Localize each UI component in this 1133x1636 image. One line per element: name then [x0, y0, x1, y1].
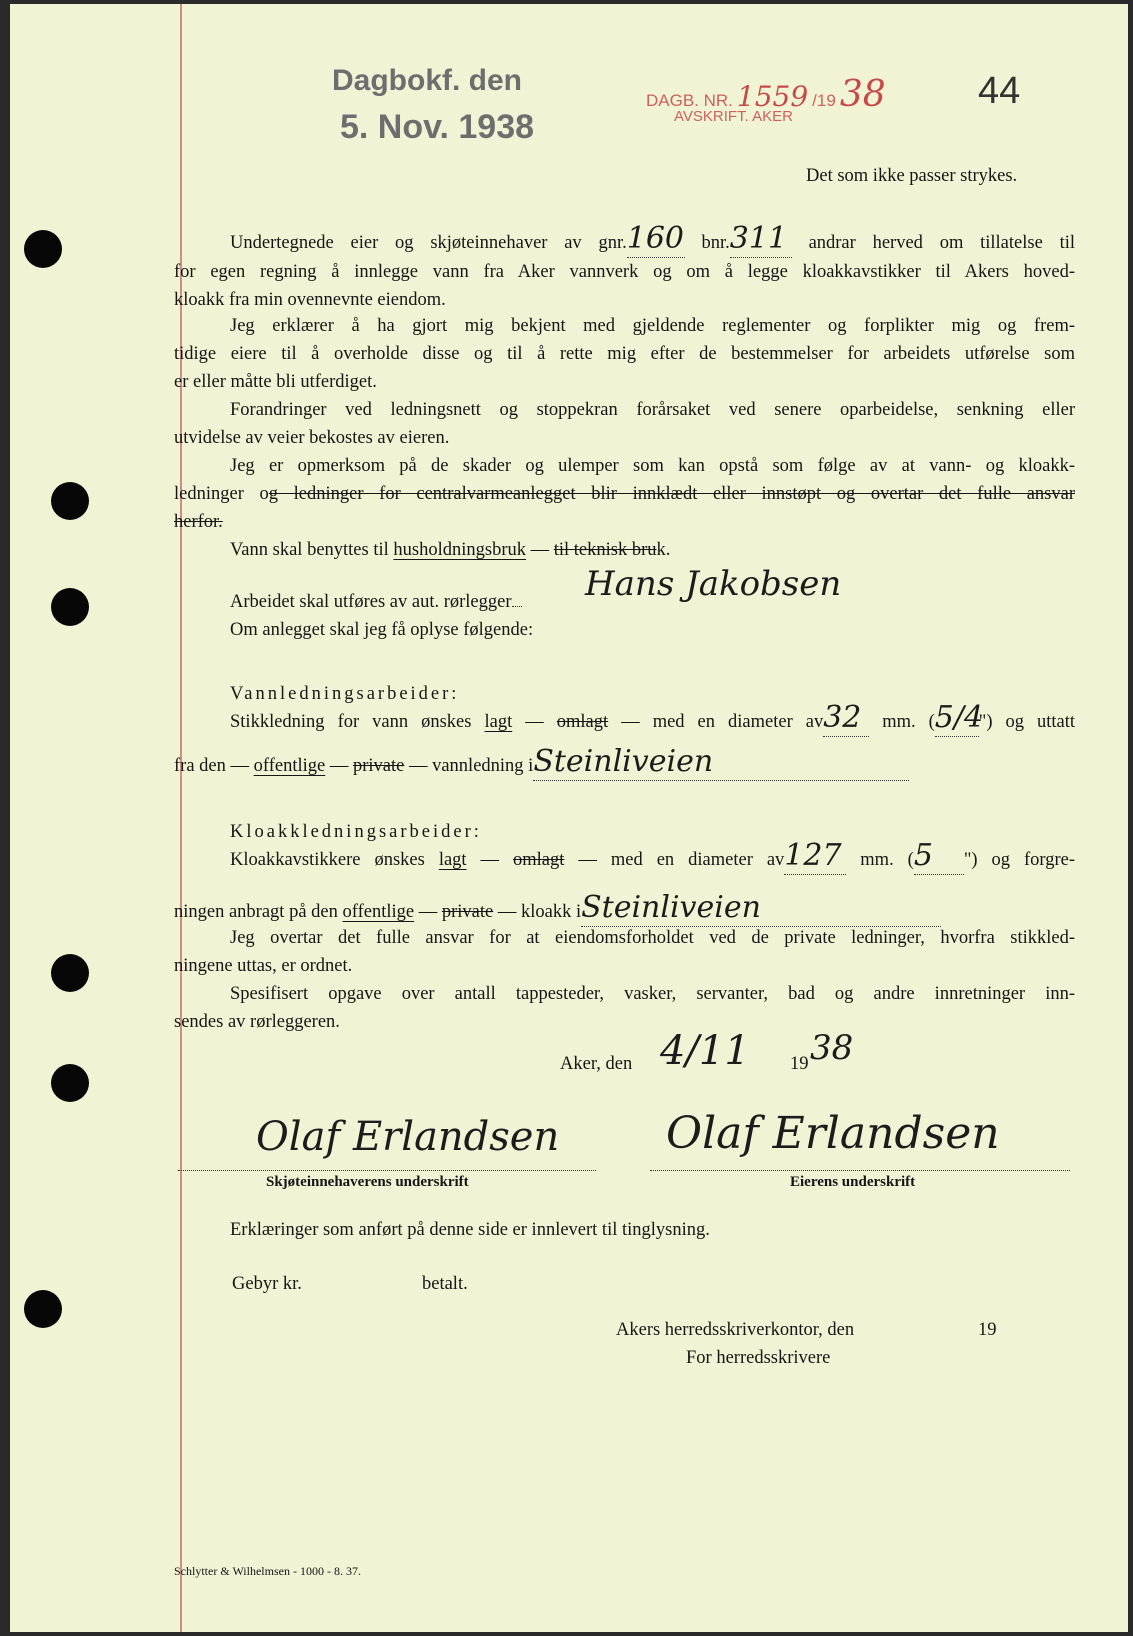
- signature-date: 4/11: [660, 1028, 750, 1074]
- para4-line-2-start: ledninger o: [174, 484, 269, 504]
- dagb-year-prefix: /19: [812, 91, 836, 110]
- water-diameter-inch: 5/4: [934, 700, 984, 735]
- water-l1-c: ") og uttatt: [978, 712, 1076, 732]
- water-diameter-mm: 32: [823, 700, 862, 735]
- punch-hole: [51, 954, 89, 992]
- sewer-line-2: [174, 890, 941, 927]
- intro-line-1-start: Undertegnede eier og skjøteinnehaver av gnr.: [230, 233, 627, 253]
- declaration-text: Erklæringer som anført på denne side er innlevert til tinglysning.: [230, 1220, 710, 1240]
- plumber-label: Arbeidet skal utføres av aut. rørlegger: [230, 592, 512, 612]
- sewer-l1-b: — med en diameter av: [578, 850, 785, 870]
- owner-signature-1: Olaf Erlandsen: [256, 1114, 560, 1160]
- bnr-value: 311: [729, 221, 788, 256]
- dagb-nr-label: DAGB. NR.: [646, 91, 733, 110]
- plumber-signature: Hans Jakobsen: [585, 564, 842, 604]
- sewer-l1-c: ") og forgre-: [963, 850, 1076, 870]
- paid-label: betalt.: [422, 1274, 468, 1294]
- usage-option-end: k.: [656, 540, 671, 560]
- para4-line-3: herfor.: [174, 512, 223, 532]
- water-mm-label: mm. (: [882, 712, 935, 732]
- document-page: [10, 4, 1128, 1632]
- place-date-label: Aker, den: [560, 1054, 633, 1074]
- water-omlagt: omlagt: [556, 712, 609, 732]
- sewer-mm-label: mm. (: [860, 850, 914, 870]
- water-line-2: [174, 744, 909, 781]
- punch-hole: [24, 230, 62, 268]
- water-line-1: [230, 700, 1076, 737]
- page-number: 44: [978, 70, 1021, 112]
- signature-year: 38: [810, 1028, 854, 1068]
- sewer-omlagt: omlagt: [513, 850, 565, 870]
- sewer-offentlige: offentlige: [342, 902, 415, 922]
- punch-hole: [51, 588, 89, 626]
- water-l2-a: fra den —: [174, 756, 249, 776]
- sewer-line-1: [230, 838, 1076, 875]
- para2-line-1: Jeg erklærer å ha gjort mig bekjent med gjeldende reglementer og forplikter mig og frem-: [230, 316, 1075, 336]
- sig1-caption: Skjøteinnehaverens underskrift: [266, 1174, 469, 1190]
- water-heading: Vannledningsarbeider:: [230, 684, 460, 704]
- sewer-street: Steinliveien: [581, 890, 761, 925]
- dagb-nr-value: 1559: [736, 80, 809, 113]
- gnr-value: 160: [626, 221, 684, 256]
- intro-line-3: kloakk fra min ovennevnte eiendom.: [174, 290, 446, 310]
- para4-line-1: Jeg er opmerksom på de skader og ulemper som kan opstå som følge av at vann- og kloakk-: [230, 456, 1075, 476]
- bnr-label: bnr.: [701, 233, 730, 253]
- sewer-heading: Kloakkledningsarbeider:: [230, 822, 482, 842]
- sig2-caption: Eierens underskrift: [790, 1174, 916, 1190]
- water-l2-c: — vannledning i: [408, 756, 534, 776]
- punch-hole: [24, 1290, 62, 1328]
- water-lagt: lagt: [484, 712, 513, 732]
- margin-line: [180, 4, 182, 1632]
- sewer-l2-c: — kloakk i: [497, 902, 582, 922]
- strike-instruction: Det som ikke passer strykes.: [806, 166, 1018, 186]
- para3-line-2: utvidelse av veier bekostes av eieren.: [174, 428, 450, 448]
- plumber-line: [230, 588, 522, 616]
- usage-option-technical: til teknisk bru: [553, 540, 657, 560]
- dagb-year-value: 38: [839, 74, 886, 115]
- sewer-lagt: lagt: [438, 850, 467, 870]
- fee-label: Gebyr kr.: [232, 1274, 302, 1294]
- signature-year-prefix: 19: [790, 1054, 809, 1074]
- water-offentlige: offentlige: [253, 756, 326, 776]
- para2-line-3: er eller måtte bli utferdiget.: [174, 372, 377, 392]
- signature-line-left: [178, 1170, 596, 1171]
- avskrift-stamp: AVSKRIFT. AKER: [674, 108, 793, 125]
- sewer-dash: —: [480, 850, 500, 870]
- water-l1-b: — med en diameter av: [621, 712, 824, 732]
- water-private: private: [352, 756, 405, 776]
- usage-option-household: husholdningsbruk: [393, 540, 526, 560]
- intro-line-2: for egen regning å innlegge vann fra Aker vannverk og om å legge kloakkavstikker til Akers hoved-: [174, 262, 1075, 282]
- sewer-l2-dash: —: [418, 902, 438, 922]
- water-dash: —: [525, 712, 544, 732]
- punch-hole: [51, 482, 89, 520]
- usage-line: [230, 536, 670, 564]
- intro-line-1-end: andrar herved om tillatelse til: [808, 233, 1075, 253]
- water-l2-b: —: [329, 756, 349, 776]
- water-street: Steinliveien: [533, 744, 714, 779]
- para3-line-1: Forandringer ved ledningsnett og stoppekran forårsaket ved senere oparbeidelse, senkning eller: [230, 400, 1075, 420]
- para6-line-2: sendes av rørleggeren.: [174, 1012, 340, 1032]
- sewer-l1-a: Kloakkavstikkere ønskes: [230, 850, 425, 870]
- signature-line-right: [650, 1170, 1070, 1171]
- para5-line-2: ningene uttas, er ordnet.: [174, 956, 353, 976]
- usage-prefix: Vann skal benyttes til: [230, 540, 389, 560]
- punch-hole: [51, 1064, 89, 1102]
- para6-line-1: Spesifisert opgave over antall tappesteder, vasker, servanter, bad og andre innretninger inn-: [230, 984, 1075, 1004]
- sewer-diameter-inch: 5: [913, 838, 933, 873]
- para5-line-1: Jeg overtar det fulle ansvar for at eiendomsforholdet ved de private ledninger, hvorfra stikkled-: [230, 928, 1075, 948]
- usage-dash: —: [530, 540, 550, 560]
- dagbok-stamp-date: 5. Nov. 1938: [340, 108, 535, 146]
- para2-line-2: tidige eiere til å overholde disse og til å rette mig efter de bestemmelser for arbeidets utførelse som: [174, 344, 1075, 364]
- intro-line-1: [230, 221, 1075, 258]
- dagbok-stamp-label: Dagbokf. den: [332, 64, 523, 97]
- printer-imprint: Schlytter & Wilhelmsen - 1000 - 8. 37.: [174, 1564, 361, 1578]
- owner-signature-2: Olaf Erlandsen: [666, 1108, 1000, 1159]
- for-line: For herredsskrivere: [686, 1348, 831, 1368]
- sewer-l2-a: ningen anbragt på den: [174, 902, 338, 922]
- office-line: Akers herredsskriverkontor, den: [616, 1320, 855, 1340]
- sewer-diameter-mm: 127: [784, 838, 842, 873]
- para4-line-2: [174, 480, 1075, 508]
- office-year: 19: [978, 1320, 997, 1340]
- plumber-info-line: Om anlegget skal jeg få oplyse følgende:: [230, 620, 534, 640]
- water-l1-a: Stikkledning for vann ønskes: [230, 712, 472, 732]
- para4-struck-text: g ledninger for centralvarmeanlegget blir innklædt eller innstøpt og overtar det fulle ansvar: [268, 484, 1075, 504]
- sewer-private: private: [441, 902, 494, 922]
